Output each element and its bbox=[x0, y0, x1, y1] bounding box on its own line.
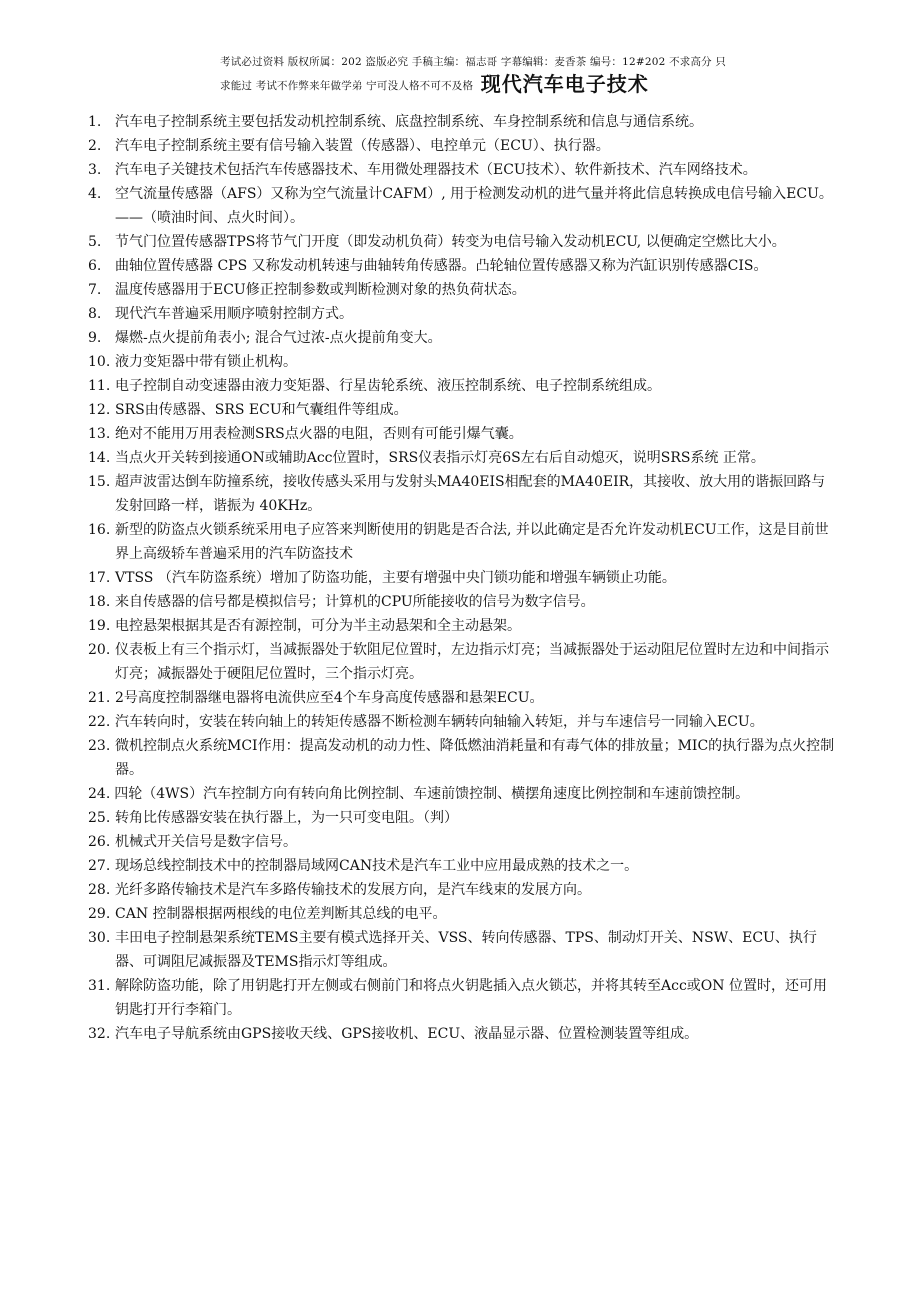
item-number: 22. bbox=[88, 714, 111, 730]
item-number: 25. bbox=[88, 810, 111, 826]
list-item bbox=[88, 926, 836, 974]
item-text: 解除防盗功能，除了用钥匙打开左侧或右侧前门和将点火钥匙插入点火锁芯，并将其转至Acc或ON 位置时，还可用钥匙打开行李箱门。 bbox=[115, 978, 827, 1018]
item-text: 空气流量传感器（AFS）又称为空气流量计CAFM）, 用于检测发动机的进气量并将此信息转换成电信号输入ECU。——（喷油时间、点火时间）。 bbox=[115, 186, 833, 226]
item-text: 新型的防盗点火锁系统采用电子应答来判断使用的钥匙是否合法, 并以此确定是否允许发动机ECU工作，这是目前世界上高级轿车普遍采用的汽车防盗技术 bbox=[115, 522, 829, 562]
item-text: 当点火开关转到接通ON或辅助Acc位置时，SRS仪表指示灯亮6S左右后自动熄灭，说明SRS系统 正常。 bbox=[115, 450, 765, 466]
item-text: 机械式开关信号是数字信号。 bbox=[115, 834, 297, 850]
header-line-1: 考试必过资料 版权所属：202 盗版必究 手稿主编：福志哥 字幕编辑：麦香茶 编号：12#202 不求高分 只 bbox=[220, 56, 727, 68]
item-number: 18. bbox=[88, 594, 111, 610]
item-number: 29. bbox=[88, 906, 111, 922]
item-number: 19. bbox=[88, 618, 111, 634]
item-number: 30. bbox=[88, 930, 111, 946]
item-text: 汽车电子控制系统主要有信号输入装置（传感器）、电控单元（ECU）、执行器。 bbox=[115, 138, 610, 154]
item-text: 现场总线控制技术中的控制器局域网CAN技术是汽车工业中应用最成熟的技术之一。 bbox=[115, 858, 639, 874]
item-text: 超声波雷达倒车防撞系统，接收传感头采用与发射头MA40EIS相配套的MA40EIR，其接收、放大用的谐振回路与发射回路一样，谐振为 40KHz。 bbox=[115, 474, 826, 514]
item-number: 12. bbox=[88, 402, 111, 418]
list-item bbox=[88, 398, 836, 422]
item-text: 转角比传感器安装在执行器上，为一只可变电阻。（判） bbox=[115, 810, 458, 826]
list-item bbox=[88, 782, 836, 806]
item-number: 16. bbox=[88, 522, 111, 538]
list-item bbox=[88, 854, 836, 878]
item-number: 27. bbox=[88, 858, 111, 874]
item-number: 26. bbox=[88, 834, 111, 850]
list-item bbox=[88, 350, 836, 374]
item-text: 汽车电子关键技术包括汽车传感器技术、车用微处理器技术（ECU技术）、软件新技术、汽车网络技术。 bbox=[115, 162, 757, 178]
list-item bbox=[88, 422, 836, 446]
list-item bbox=[88, 806, 836, 830]
item-number: 7. bbox=[88, 282, 102, 298]
list-item bbox=[88, 278, 836, 302]
item-number: 21. bbox=[88, 690, 111, 706]
list-item bbox=[88, 302, 836, 326]
list-item bbox=[88, 710, 836, 734]
item-text: 四轮（4WS）汽车控制方向有转向角比例控制、车速前馈控制、横摆角速度比例控制和车速前馈控制。 bbox=[114, 786, 750, 802]
list-item bbox=[88, 446, 836, 470]
page-header bbox=[220, 51, 845, 97]
item-number: 17. bbox=[88, 570, 111, 586]
item-number: 31. bbox=[88, 978, 111, 994]
item-number: 3. bbox=[88, 162, 102, 178]
item-text: 节气门位置传感器TPS将节气门开度（即发动机负荷）转变为电信号输入发动机ECU, 以便确定空燃比大小。 bbox=[115, 234, 786, 250]
item-text: SRS由传感器、SRS ECU和气囊组件等组成。 bbox=[115, 402, 408, 418]
numbered-list bbox=[88, 110, 836, 1046]
item-number: 28. bbox=[88, 882, 111, 898]
header-line-2-text: 求能过 考试不作弊来年做学弟 宁可没人格不可不及格 bbox=[220, 80, 474, 92]
item-text: 电子控制自动变速器由液力变矩器、行星齿轮系统、液压控制系统、电子控制系统组成。 bbox=[115, 378, 661, 394]
list-item bbox=[88, 614, 836, 638]
list-item bbox=[88, 254, 836, 278]
item-text: 曲轴位置传感器 CPS 又称发动机转速与曲轴转角传感器。凸轮轴位置传感器又称为汽缸识别传感器CIS。 bbox=[115, 258, 768, 274]
item-text: 绝对不能用万用表检测SRS点火器的电阻，否则有可能引爆气囊。 bbox=[115, 426, 523, 442]
list-item bbox=[88, 518, 836, 566]
list-item bbox=[88, 470, 836, 518]
list-item bbox=[88, 158, 836, 182]
item-text: CAN 控制器根据两根线的电位差判断其总线的电平。 bbox=[115, 906, 447, 922]
list-item bbox=[88, 590, 836, 614]
list-item bbox=[88, 1022, 836, 1046]
item-number: 11. bbox=[88, 378, 111, 394]
item-text: 温度传感器用于ECU修正控制参数或判断检测对象的热负荷状态。 bbox=[115, 282, 526, 298]
item-text: 电控悬架根据其是否有源控制，可分为半主动悬架和全主动悬架。 bbox=[115, 618, 521, 634]
document-title: 现代汽车电子技术 bbox=[480, 72, 649, 96]
list-item bbox=[88, 134, 836, 158]
item-number: 32. bbox=[88, 1026, 111, 1042]
item-text: 2号高度控制器继电器将电流供应至4个车身高度传感器和悬架ECU。 bbox=[115, 690, 544, 706]
list-item bbox=[88, 974, 836, 1022]
item-number: 10. bbox=[88, 354, 111, 370]
header-line-2 bbox=[220, 73, 845, 97]
item-text: 爆燃-点火提前角表小; 混合气过浓-点火提前角变大。 bbox=[115, 330, 442, 346]
item-number: 15. bbox=[88, 474, 111, 490]
item-number: 9. bbox=[88, 330, 102, 346]
item-text: 现代汽车普遍采用顺序喷射控制方式。 bbox=[115, 306, 353, 322]
item-text: 汽车转向时，安装在转向轴上的转矩传感器不断检测车辆转向轴输入转矩，并与车速信号一同输入ECU。 bbox=[115, 714, 764, 730]
item-number: 6. bbox=[88, 258, 102, 274]
list-item bbox=[88, 686, 836, 710]
list-item bbox=[88, 638, 836, 686]
item-text: 汽车电子导航系统由GPS接收天线、GPS接收机、ECU、液晶显示器、位置检测装置等组成。 bbox=[115, 1026, 699, 1042]
list-item bbox=[88, 182, 836, 230]
list-item bbox=[88, 734, 836, 782]
item-text: 微机控制点火系统MCI作用：提高发动机的动力性、降低燃油消耗量和有毒气体的排放量；MIC的执行器为点火控制器。 bbox=[115, 738, 835, 778]
list-item bbox=[88, 110, 836, 134]
item-number: 2. bbox=[88, 138, 102, 154]
list-item bbox=[88, 878, 836, 902]
list-item bbox=[88, 830, 836, 854]
list-item bbox=[88, 230, 836, 254]
item-text: 仪表板上有三个指示灯，当减振器处于软阻尼位置时，左边指示灯亮；当减振器处于运动阻尼位置时左边和中间指示灯亮；减振器处于硬阻尼位置时，三个指示灯亮。 bbox=[115, 642, 829, 682]
item-text: VTSS （汽车防盗系统）增加了防盗功能，主要有增强中央门锁功能和增强车辆锁止功能。 bbox=[115, 570, 676, 586]
list-item bbox=[88, 326, 836, 350]
list-item bbox=[88, 902, 836, 926]
item-number: 20. bbox=[88, 642, 111, 658]
item-number: 1. bbox=[88, 114, 102, 130]
item-number: 13. bbox=[88, 426, 111, 442]
item-number: 4. bbox=[88, 186, 102, 202]
list-item bbox=[88, 374, 836, 398]
item-text: 光纤多路传输技术是汽车多路传输技术的发展方向，是汽车线束的发展方向。 bbox=[115, 882, 591, 898]
item-number: 24. bbox=[88, 786, 111, 802]
item-text: 来自传感器的信号都是模拟信号；计算机的CPU所能接收的信号为数字信号。 bbox=[115, 594, 595, 610]
item-text: 汽车电子控制系统主要包括发动机控制系统、底盘控制系统、车身控制系统和信息与通信系统。 bbox=[115, 114, 703, 130]
item-number: 23. bbox=[88, 738, 111, 754]
item-number: 5. bbox=[88, 234, 102, 250]
list-item bbox=[88, 566, 836, 590]
item-number: 8. bbox=[88, 306, 102, 322]
item-text: 液力变矩器中带有锁止机构。 bbox=[115, 354, 297, 370]
item-number: 14. bbox=[88, 450, 111, 466]
item-text: 丰田电子控制悬架系统TEMS主要有模式选择开关、VSS、转向传感器、TPS、制动灯开关、NSW、ECU、执行器、可调阻尼减振器及TEMS指示灯等组成。 bbox=[115, 930, 817, 970]
